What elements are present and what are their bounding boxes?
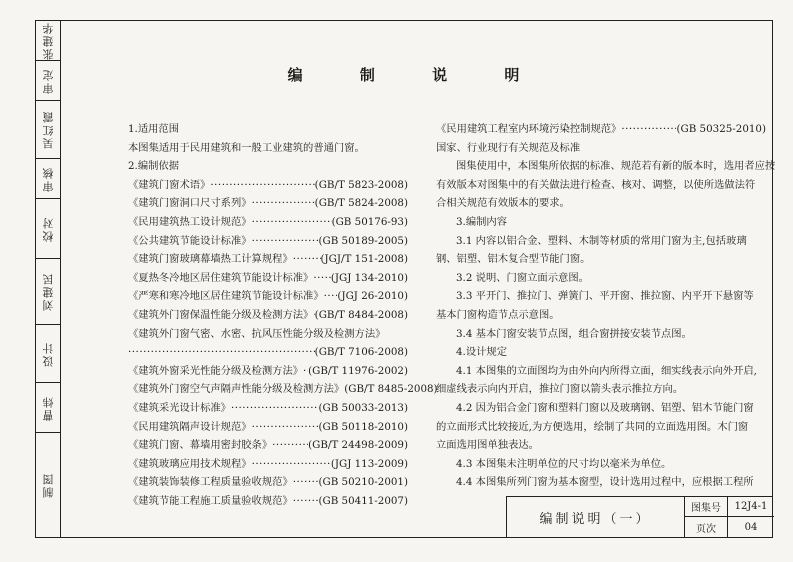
sheet-title: 编制说明（一） (507, 497, 685, 538)
reference-code: (GB 50189-2005) (318, 234, 408, 247)
paragraph-line: 国家、行业现行有关规范及标准 (436, 141, 581, 154)
page-title: 编 制 说 明 (287, 66, 546, 84)
reference-code: (GB 50176-93) (331, 215, 408, 228)
reference-code: (GB/T 24498-2009) (308, 439, 408, 452)
paragraph-line: 钢、铝塑、铝木复合型节能门窗。 (436, 253, 591, 266)
approval-cell-drawing-label (36, 433, 60, 537)
paragraph: 本图集适用于民用建筑和一般工业建筑的普通门窗。 (128, 141, 365, 154)
reference-code: (JGJ 26-2010) (337, 290, 408, 303)
reference-code: (GB/T 8484-2008) (314, 308, 408, 321)
reference-item (128, 436, 408, 455)
section-heading: 3.编制内容 (456, 215, 508, 228)
approval-cell-design-label (36, 325, 60, 383)
reference-code: (GB 50411-2007) (318, 494, 408, 507)
reference-code: (GB/T 11976-2002) (308, 364, 408, 377)
reference-item (128, 492, 408, 511)
paragraph-line: 立面选用图单独表达。 (436, 439, 539, 452)
reference-name: 《建筑玻璃应用技术规程》 (128, 457, 252, 470)
reference-list (128, 176, 438, 507)
leader-dots (293, 473, 319, 492)
approval-name: 张建华 (41, 21, 55, 60)
reference-name: 《建筑外门窗空气声隔声性能分级及检测方法》 (128, 383, 345, 396)
right-column (436, 120, 776, 492)
leader-dots (252, 194, 315, 213)
approval-name: 刘建民 (41, 272, 55, 311)
title-block (506, 496, 773, 538)
reference-name: 《建筑门窗、幕墙用密封胶条》 (128, 439, 273, 452)
reference-code: (GB/T 7106-2008) (314, 346, 408, 359)
reference-item (128, 343, 408, 362)
reference-item (128, 194, 408, 213)
paragraph-line: 基本门窗构造节点示意图。 (436, 308, 560, 321)
reference-item (128, 399, 408, 418)
reference-item (128, 250, 408, 269)
paragraph-line: 3.2 说明、门窗立面示意图。 (456, 271, 589, 284)
approval-cell-liu-jianmin (36, 259, 60, 325)
reference-name: 《民用建筑热工设计规范》 (128, 215, 252, 228)
approval-label: 审核 (41, 165, 55, 192)
reference-item (128, 306, 408, 325)
reference-item (128, 325, 408, 344)
reference-item (128, 232, 408, 251)
reference-name: 《民用建筑工程室内环境污染控制规范》 (436, 123, 622, 135)
reference-name: 《严寒和寒冷地区居住建筑节能设计标准》 (128, 290, 324, 303)
reference-item (128, 287, 408, 306)
reference-name: 《建筑装饰装修工程质量验收规范》 (128, 476, 293, 489)
page-number-label: 页次 (685, 517, 728, 538)
reference-name: 《公共建筑节能设计标准》 (128, 234, 252, 247)
reference-name: 《建筑外窗采光性能分级及检测方法》 (128, 364, 304, 377)
leader-dots (252, 455, 331, 474)
approval-strip (35, 20, 60, 538)
reference-item (128, 455, 408, 474)
reference-code: (GB/T 8485-2008) (344, 383, 438, 396)
leader-dots (252, 232, 319, 251)
paragraph-line: 3.4 基本门窗安装节点图，组合窗拼接安装节点图。 (456, 327, 692, 340)
reference-item (128, 213, 408, 232)
section-heading: 4.设计规定 (456, 346, 508, 359)
leader-dots (210, 176, 314, 195)
reference-name: 《建筑门窗术语》 (128, 178, 211, 191)
approval-name: 吴红霞 (41, 110, 55, 149)
approval-label: 校对 (41, 215, 55, 242)
reference-name: 《建筑采光设计标准》 (128, 401, 231, 414)
reference-name: 《建筑外门窗保温性能分级及检测方法》 (128, 308, 314, 321)
paragraph-line: 有效版本对图集中的有关做法进行检查、核对、调整，以使所选做法符 (436, 178, 756, 191)
reference-name: 《建筑门窗玻璃幕墙热工计算规程》 (128, 253, 293, 266)
reference-item (128, 362, 408, 381)
leader-dots (621, 120, 676, 139)
leader-dots (324, 287, 338, 306)
reference-item (128, 418, 408, 437)
leader-dots (272, 436, 308, 455)
left-column (128, 120, 438, 507)
reference-item (436, 120, 766, 139)
reference-code: (GB 50210-2001) (318, 476, 408, 489)
approval-cell-check-label (36, 199, 60, 259)
paragraph-line: 4.3 本图集未注明单位的尺寸均以毫米为单位。 (456, 457, 672, 470)
reference-code: (JGJ 113-2009) (330, 457, 408, 470)
paragraph-line: 的立面形式比较接近,为方便选用，绘制了共同的立面选用图。木门窗 (436, 420, 749, 433)
approval-cell-cao-wei (36, 383, 60, 433)
leader-dots (128, 343, 315, 362)
paragraph-line: 4.2 因为铝合金门窗和塑料门窗以及玻璃钢、铝塑、铝木节能门窗 (456, 401, 754, 414)
paragraph-line: 3.3 平开门、推拉门、弹簧门、平开窗、推拉窗、内平开下悬窗等 (456, 290, 754, 303)
leader-dots (231, 399, 318, 418)
reference-code: (GB 50325-2010) (676, 123, 766, 135)
reference-code: (JGJ 134-2010) (330, 271, 408, 284)
paragraph-line: 图集使用中，本图集所依据的标准、规范若有新的版本时，选用者应按 (456, 160, 776, 173)
approval-label: 审定 (41, 67, 55, 94)
reference-name: 《建筑门窗洞口尺寸系列》 (128, 197, 252, 210)
reference-item (128, 380, 438, 399)
section-heading: 2.编制依据 (128, 160, 180, 173)
reference-code: (GB/T 5824-2008) (314, 197, 408, 210)
leader-dots (252, 213, 332, 232)
reference-item (128, 269, 408, 288)
reference-code: (GB/T 5823-2008) (314, 178, 408, 191)
reference-name: 《民用建筑隔声设计规范》 (128, 420, 252, 433)
approval-cell-wu-hongxia (36, 101, 60, 159)
paragraph-line: 4.4 本图集所列门窗为基本窗型，设计选用过程中，应根据工程所 (456, 476, 754, 489)
reference-item (128, 176, 408, 195)
section-heading: 1.适用范围 (128, 123, 180, 135)
approval-cell-zhang-jianhua (36, 21, 60, 61)
reference-name: 《夏热冬冷地区居住建筑节能设计标准》 (128, 271, 314, 284)
reference-code: (GB 50033-2013) (318, 401, 408, 414)
leader-dots (252, 418, 319, 437)
approval-name: 曹炜 (41, 394, 55, 421)
paragraph-line: 合相关规范有效版本的要求。 (436, 197, 570, 210)
reference-code: (JGJ/T 151-2008) (320, 253, 408, 266)
atlas-number-label: 图集号 (685, 497, 728, 517)
leader-dots (293, 250, 321, 269)
paragraph-line: 3.1 内容以铝合金、塑料、木制等材质的常用门窗为主,包括玻璃 (456, 234, 747, 247)
approval-cell-audit-label (36, 159, 60, 199)
approval-label: 制图 (41, 472, 55, 498)
leader-dots (313, 269, 331, 288)
leader-dots (293, 492, 319, 511)
reference-name: 《建筑节能工程施工质量验收规范》 (128, 494, 293, 507)
approval-label: 设计 (41, 340, 55, 367)
reference-name: 《建筑外门窗气密、水密、抗风压性能分级及检测方法》 (128, 327, 386, 340)
approval-cell-review-label (36, 61, 60, 101)
paragraph-line: 细虚线表示向内开启，推拉门窗以箭头表示推拉方向。 (436, 383, 684, 396)
atlas-number-value: 12J4-1 (728, 497, 774, 517)
reference-code: (GB 50118-2010) (318, 420, 408, 433)
paragraph-line: 4.1 本图集的立面图均为由外向内所得立面，细实线表示向外开启, (456, 364, 757, 377)
reference-item (128, 473, 408, 492)
page-number-value: 04 (744, 522, 758, 533)
